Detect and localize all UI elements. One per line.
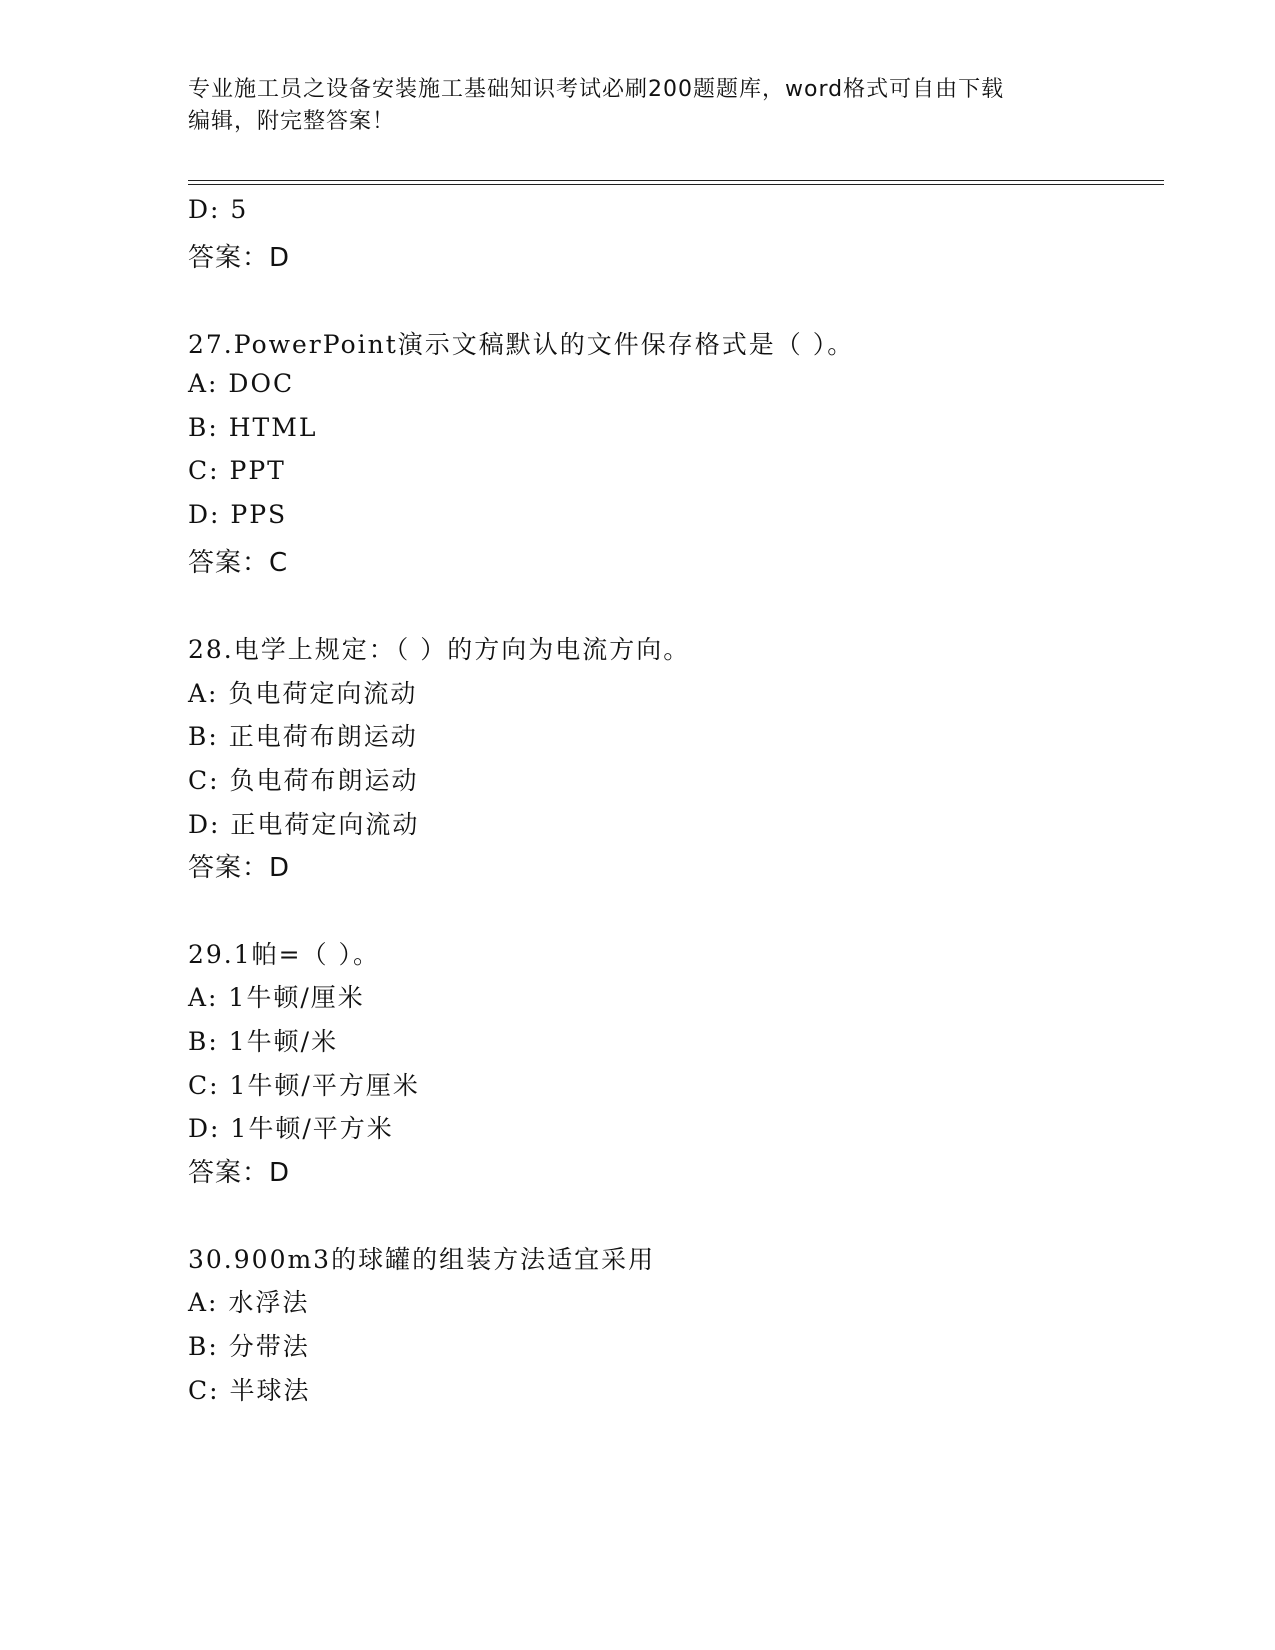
option-c-29: C: 1牛顿/平方厘米	[188, 1071, 420, 1100]
option-d-29: D: 1牛顿/平方米	[188, 1114, 394, 1143]
question-27: 27.PowerPoint演示文稿默认的文件保存格式是（ ）。	[188, 330, 855, 359]
option-b-28: B: 正电荷布朗运动	[188, 722, 418, 751]
answer-28: 答案：D	[188, 853, 291, 883]
document-header	[188, 74, 1088, 138]
header-divider-top	[188, 180, 1164, 181]
option-c-27: C: PPT	[188, 456, 286, 485]
option-a-29: A: 1牛顿/厘米	[188, 983, 365, 1012]
header-line-2: 编辑，附完整答案！	[188, 109, 396, 134]
option-c-30: C: 半球法	[188, 1376, 311, 1405]
header-line-1: 专业施工员之设备安装施工基础知识考试必刷200题题库，word格式可自由下载	[188, 77, 1005, 102]
answer-29: 答案：D	[188, 1158, 291, 1188]
question-30: 30.900m3的球罐的组装方法适宜采用	[188, 1245, 656, 1274]
option-b-29: B: 1牛顿/米	[188, 1027, 339, 1056]
question-29: 29.1帕=（ ）。	[188, 940, 381, 969]
question-28: 28.电学上规定：（ ）的方向为电流方向。	[188, 635, 691, 664]
option-d-26: D: 5	[188, 195, 249, 224]
option-d-27: D: PPS	[188, 500, 288, 529]
header-divider-bottom	[188, 184, 1164, 185]
answer-27: 答案：C	[188, 548, 289, 578]
option-d-28: D: 正电荷定向流动	[188, 810, 420, 839]
option-b-27: B: HTML	[188, 413, 318, 442]
option-b-30: B: 分带法	[188, 1332, 310, 1361]
answer-26: 答案：D	[188, 243, 291, 273]
option-c-28: C: 负电荷布朗运动	[188, 766, 419, 795]
option-a-27: A: DOC	[188, 369, 295, 398]
option-a-28: A: 负电荷定向流动	[188, 679, 418, 708]
option-a-30: A: 水浮法	[188, 1288, 310, 1317]
